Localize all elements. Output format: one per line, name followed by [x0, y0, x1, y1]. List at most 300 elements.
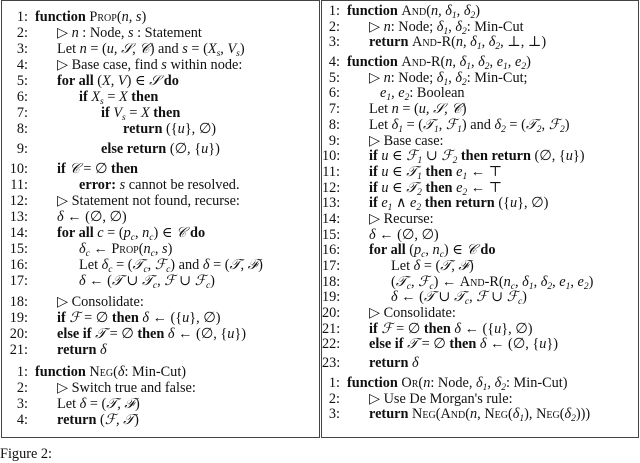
text-segment: δ — [494, 116, 502, 133]
text-segment: : Node, — [78, 25, 128, 41]
text-segment: else if — [57, 326, 96, 342]
text-segment: , ⊥, ⊥) — [500, 34, 547, 51]
line-text — [369, 356, 419, 372]
text-segment: ({ — [166, 121, 178, 137]
text-segment: , — [456, 3, 464, 19]
text-segment: 1 — [417, 171, 422, 182]
text-segment: 𝒯, ℱ — [440, 258, 469, 274]
text-segment: for all — [57, 73, 98, 89]
text-segment: ℱ — [418, 273, 430, 290]
line-number: 14: — [9, 225, 28, 241]
text-segment: }) — [234, 326, 247, 342]
text-segment: n, δ — [455, 34, 477, 51]
line-number: 21: — [322, 320, 341, 337]
text-segment: 1 — [443, 26, 449, 37]
algorithm-line — [2, 380, 319, 396]
algorithm-line — [322, 322, 638, 338]
text-segment: u — [177, 121, 185, 137]
text-segment: δ — [455, 69, 463, 86]
text-segment: V — [227, 41, 237, 57]
text-segment: δ — [57, 209, 64, 225]
text-segment: = ( — [209, 257, 230, 273]
text-segment: , — [552, 273, 560, 290]
text-segment: c — [97, 225, 104, 241]
text-segment: 𝒯 — [453, 289, 465, 306]
line-number: 12: — [322, 179, 341, 196]
algorithm-line — [2, 73, 319, 89]
text-segment: u — [381, 148, 389, 165]
text-segment: ∈ — [388, 179, 407, 196]
text-segment: X, V — [102, 73, 127, 89]
text-segment: ∪ — [422, 148, 442, 165]
text-segment: , — [448, 69, 456, 86]
algorithm-line — [2, 225, 319, 241]
text-segment: δ — [79, 241, 86, 257]
text-segment: 2 — [559, 124, 565, 135]
text-segment: for all — [57, 225, 98, 241]
line-text — [57, 57, 242, 73]
text-segment: then — [421, 163, 457, 180]
text-segment: }, ∅) — [517, 195, 549, 212]
text-segment: 2 — [536, 124, 542, 135]
text-segment: = ∅ — [418, 336, 450, 353]
text-segment: ( — [435, 406, 441, 423]
text-segment: , — [533, 273, 541, 290]
line-number: 1: — [16, 9, 28, 25]
text-segment: ℱ — [476, 289, 488, 306]
text-segment: 𝒯 — [111, 273, 123, 289]
text-segment: c — [85, 249, 90, 259]
text-segment: = ( — [86, 41, 107, 57]
text-segment: Let — [57, 41, 80, 57]
text-segment: e — [381, 195, 388, 212]
text-segment: ) and — [170, 257, 203, 273]
text-segment: δ — [436, 69, 444, 86]
line-number: 3: — [328, 34, 340, 51]
algorithm-line — [322, 337, 638, 353]
text-segment: c — [108, 265, 113, 275]
line-number: 1: — [16, 364, 28, 380]
text-segment: c — [130, 233, 135, 243]
algorithm-line — [2, 161, 319, 177]
text-segment: ) ∈ — [443, 242, 467, 259]
text-segment: ▷ Consolidate: — [369, 305, 456, 322]
line-number: 13: — [9, 209, 28, 225]
text-segment: Neg — [484, 406, 508, 423]
text-segment: ) ∈ — [153, 225, 176, 241]
text-segment: u — [201, 141, 209, 157]
line-number: 7: — [16, 105, 28, 121]
text-segment: δ — [512, 406, 520, 423]
text-segment: δ — [79, 273, 86, 289]
text-segment: Neg — [89, 364, 114, 380]
text-segment: ) ∈ — [126, 73, 150, 89]
line-text — [57, 161, 138, 177]
text-segment: ) and — [461, 116, 495, 133]
text-segment: if — [369, 179, 382, 196]
text-segment: δ — [202, 257, 210, 273]
text-segment: , — [541, 116, 549, 133]
text-segment: : Boolean — [409, 85, 465, 102]
text-segment: ) — [461, 101, 467, 118]
line-number: 11: — [322, 163, 340, 180]
algorithm-line — [2, 25, 319, 41]
text-segment: c — [464, 297, 470, 308]
text-segment: c — [429, 281, 434, 292]
text-segment: 2 — [470, 11, 476, 21]
text-segment: cannot be resolved. — [125, 177, 240, 193]
text-segment: then — [127, 89, 159, 105]
algorithm-line — [322, 118, 638, 134]
text-segment: n — [143, 241, 151, 257]
line-number: 22: — [322, 336, 341, 353]
line-number: 15: — [322, 226, 341, 243]
text-segment: ) — [475, 3, 480, 19]
text-segment: And — [401, 3, 427, 19]
text-segment: 2 — [452, 156, 458, 167]
text-segment: ▷ Statement not found, recurse: — [57, 193, 240, 209]
line-number: 19: — [322, 289, 341, 306]
text-segment: 1 — [476, 42, 482, 53]
text-segment: Or — [401, 374, 419, 391]
text-segment: then return — [421, 195, 499, 212]
text-segment: ← (∅, { — [486, 336, 540, 353]
text-segment: V — [113, 105, 123, 121]
line-number: 10: — [9, 161, 28, 177]
text-segment: , — [515, 273, 523, 290]
text-segment: ℱ — [381, 320, 393, 337]
text-segment: And — [440, 406, 466, 423]
text-segment: 1 — [528, 281, 534, 292]
line-text — [123, 121, 216, 137]
algorithm-line — [2, 41, 319, 57]
line-number: 5: — [328, 69, 340, 86]
text-segment: ▷ Consolidate: — [57, 294, 144, 310]
text-segment: 𝒯 — [406, 163, 418, 180]
text-segment: X — [118, 89, 128, 105]
line-number: 15: — [9, 241, 28, 257]
text-segment: ) — [258, 257, 263, 273]
text-segment: 2 — [547, 281, 553, 292]
algorithm-line — [322, 181, 638, 197]
text-segment: 2 — [521, 62, 527, 73]
text-segment: n — [503, 273, 511, 290]
algorithm-line — [322, 407, 638, 423]
text-segment: ← (∅, ∅) — [375, 226, 439, 243]
text-segment: n — [142, 225, 150, 241]
text-segment: δ — [540, 273, 548, 290]
text-segment: ) — [468, 258, 474, 274]
text-segment: = ( — [86, 396, 107, 412]
text-segment: ∪ — [175, 273, 195, 289]
text-segment: p — [414, 242, 422, 259]
text-segment: 1 — [433, 124, 439, 135]
text-segment: ) — [134, 396, 140, 412]
text-segment: δ — [79, 396, 87, 412]
line-text — [35, 9, 146, 25]
algorithm-line — [322, 392, 638, 408]
line-text — [369, 306, 456, 322]
text-segment: ℱ — [154, 257, 167, 273]
text-segment: e — [410, 195, 417, 212]
text-segment: e — [559, 273, 566, 290]
text-segment: function — [347, 54, 402, 71]
algorithm-line — [2, 310, 319, 326]
line-text — [57, 396, 140, 412]
text-segment: Neg — [536, 406, 560, 423]
text-segment: function — [347, 374, 402, 391]
algorithm-line — [2, 396, 319, 412]
text-segment: 𝒞 — [466, 242, 477, 259]
text-segment: ( — [100, 412, 105, 428]
line-number: 12: — [9, 193, 28, 209]
text-segment: 2 — [495, 42, 501, 53]
text-segment: 𝒯 — [423, 289, 435, 306]
line-number: 16: — [9, 257, 28, 273]
text-segment: ( — [507, 406, 513, 423]
text-segment: δ — [488, 34, 496, 51]
text-segment: function — [347, 3, 402, 19]
text-segment: do — [186, 225, 206, 241]
text-segment: 𝒯 — [525, 116, 537, 133]
line-text — [57, 193, 240, 209]
text-segment: ▷ Base case, find — [57, 57, 162, 73]
text-segment: s — [216, 49, 221, 59]
text-segment: , — [438, 116, 446, 133]
text-segment: Let — [391, 258, 414, 274]
text-segment: do — [476, 242, 496, 259]
text-segment: Prop — [111, 241, 139, 257]
text-segment: = ∅ — [392, 320, 424, 337]
text-segment: ℱ, 𝒯 — [104, 412, 135, 428]
text-segment: = ∅ — [79, 161, 111, 177]
text-segment: if — [57, 310, 70, 326]
text-segment: (∅, { — [534, 148, 566, 165]
algorithm-line — [2, 273, 319, 289]
algorithm-line — [322, 356, 638, 372]
text-segment: ← ( — [85, 273, 112, 289]
text-segment: n, δ — [430, 3, 452, 19]
text-segment: ℱ — [194, 273, 206, 289]
text-segment: ← ({ — [461, 320, 495, 337]
text-segment: then — [423, 320, 455, 337]
algorithm-line — [322, 376, 638, 392]
text-segment: 𝒯 — [95, 326, 107, 342]
line-text — [57, 209, 127, 225]
text-segment: 1 — [398, 124, 404, 135]
text-segment: = ( — [187, 41, 208, 57]
text-segment: if — [369, 195, 382, 212]
text-segment: 1 — [443, 77, 449, 88]
text-segment: then return — [457, 148, 535, 165]
text-segment: 2 — [417, 187, 422, 198]
text-segment: }, ∅) — [184, 121, 217, 137]
text-segment: then — [111, 310, 143, 326]
line-number: 20: — [9, 326, 28, 342]
algorithm-line — [2, 9, 319, 25]
text-segment: δ — [391, 116, 399, 133]
text-segment: : Node, — [430, 374, 477, 391]
text-segment: δ — [142, 310, 150, 326]
text-segment: = ( — [403, 116, 424, 133]
text-segment: ∪ — [434, 289, 454, 306]
algorithm-line — [322, 4, 638, 20]
text-segment: e — [496, 54, 504, 71]
algorithm-line — [2, 412, 319, 428]
text-segment: 1 — [451, 11, 457, 21]
text-segment: function — [35, 9, 90, 25]
line-number: 17: — [9, 273, 28, 289]
text-segment: }) — [546, 336, 559, 353]
text-segment: u — [565, 148, 573, 165]
text-segment: s — [161, 57, 167, 73]
text-segment: 𝒯 — [141, 273, 153, 289]
text-segment: = — [103, 89, 119, 105]
text-segment: : Min-Cut; — [466, 69, 528, 86]
text-segment: c — [150, 249, 155, 259]
line-number: 20: — [322, 305, 341, 322]
text-segment: δ — [479, 336, 487, 353]
text-segment: 1 — [519, 414, 525, 425]
line-text — [369, 35, 546, 56]
line-number: 5: — [16, 73, 28, 89]
text-segment: ) — [239, 41, 245, 57]
text-segment: 1 — [503, 62, 508, 73]
text-segment: 2 — [404, 93, 410, 104]
line-text — [369, 102, 466, 118]
text-segment: -R( — [426, 54, 446, 71]
text-segment: 𝒯, ℱ — [229, 257, 259, 273]
text-segment: , — [410, 273, 419, 290]
text-segment: = — [125, 105, 141, 121]
text-segment: return — [57, 412, 101, 428]
text-segment: = ( — [398, 101, 419, 118]
algorithm-or — [322, 376, 638, 423]
line-text — [57, 73, 179, 89]
text-segment: ▷ Recurse: — [369, 210, 434, 227]
text-segment: δ — [101, 257, 109, 273]
text-segment: 2 — [484, 62, 490, 73]
text-segment: , — [507, 54, 515, 71]
text-segment: 𝒯 — [395, 273, 407, 290]
algorithm-and-r — [322, 55, 638, 372]
text-segment: δ — [494, 374, 502, 391]
text-segment: if — [369, 148, 382, 165]
text-segment: And — [401, 54, 427, 71]
algorithm-and — [322, 4, 638, 51]
line-number: 11: — [10, 177, 28, 193]
algorithm-line — [2, 121, 319, 137]
text-segment: if — [79, 89, 92, 105]
algorithm-line — [2, 57, 319, 73]
text-segment: 𝒯 — [423, 116, 434, 133]
text-segment: = ∅ — [106, 326, 138, 342]
line-number: 8: — [16, 121, 28, 137]
text-segment: 2 — [462, 187, 468, 198]
algorithm-line — [322, 165, 638, 181]
line-text — [57, 25, 202, 41]
text-segment: , — [448, 18, 456, 35]
text-segment: , — [487, 374, 495, 391]
text-segment: 1 — [565, 281, 571, 292]
line-text — [369, 392, 513, 408]
text-segment: 1 — [482, 382, 488, 393]
text-segment: e — [456, 163, 463, 180]
text-segment: }, ∅) — [189, 310, 221, 326]
text-segment: δ — [167, 326, 175, 342]
text-segment: = ( — [103, 225, 124, 241]
algorithm-line — [2, 257, 319, 273]
text-segment: ℱ — [445, 116, 458, 133]
text-segment: Let — [369, 101, 392, 118]
text-segment: = ∅ — [80, 310, 112, 326]
text-segment: = ( — [505, 116, 526, 133]
text-segment: X — [91, 89, 101, 105]
text-segment: , — [154, 241, 163, 257]
text-segment: ) — [167, 241, 173, 257]
text-segment: : Statement — [133, 25, 202, 41]
text-segment: n — [71, 25, 79, 41]
text-segment: 𝒞 — [69, 161, 80, 177]
text-segment: δ — [117, 364, 125, 380]
line-text — [391, 259, 474, 275]
text-segment: 𝒯 — [132, 257, 144, 273]
text-segment: c — [152, 281, 158, 291]
line-number: 6: — [16, 89, 28, 105]
text-segment: ← ⊤ — [467, 179, 503, 196]
algorithm-line — [2, 105, 319, 121]
text-segment: ) — [588, 273, 594, 290]
text-segment: function — [35, 364, 90, 380]
text-segment: ({ — [498, 195, 510, 212]
line-number: 1: — [328, 3, 340, 19]
text-segment: u — [381, 179, 389, 196]
algorithm-prop — [2, 9, 319, 358]
line-number: 6: — [328, 85, 340, 102]
line-text — [57, 412, 139, 428]
text-segment: e — [398, 85, 405, 102]
text-segment: ▷ Use De Morgan's rule: — [369, 390, 513, 407]
text-segment: return — [369, 34, 413, 51]
text-segment: error: — [79, 177, 120, 193]
algorithm-line — [2, 326, 319, 342]
text-segment: : Min-Cut) — [505, 374, 568, 391]
text-segment: 2 — [501, 124, 506, 135]
text-segment: c — [406, 281, 411, 292]
line-number: 16: — [322, 242, 341, 259]
text-segment: if — [369, 320, 382, 337]
line-number: 8: — [328, 116, 340, 133]
line-text — [57, 380, 196, 396]
text-segment: 1 — [417, 156, 423, 167]
text-segment: 𝒮 — [149, 73, 161, 89]
algorithm-line — [2, 241, 319, 257]
text-segment: then — [421, 179, 457, 196]
text-segment: n — [432, 242, 440, 259]
text-segment: ← (∅, ∅) — [63, 209, 127, 225]
line-number: 17: — [322, 258, 341, 274]
text-segment: ( — [409, 242, 415, 259]
text-segment: ∪ — [122, 273, 142, 289]
text-segment: ( — [113, 364, 118, 380]
text-segment: c — [421, 250, 426, 261]
text-segment: n — [383, 18, 391, 35]
text-segment: = ( — [112, 257, 133, 273]
text-segment: , — [391, 85, 399, 102]
text-segment: ℱ — [164, 273, 176, 289]
text-segment: ▷ Base case: — [369, 132, 444, 149]
text-segment: n — [423, 374, 431, 391]
